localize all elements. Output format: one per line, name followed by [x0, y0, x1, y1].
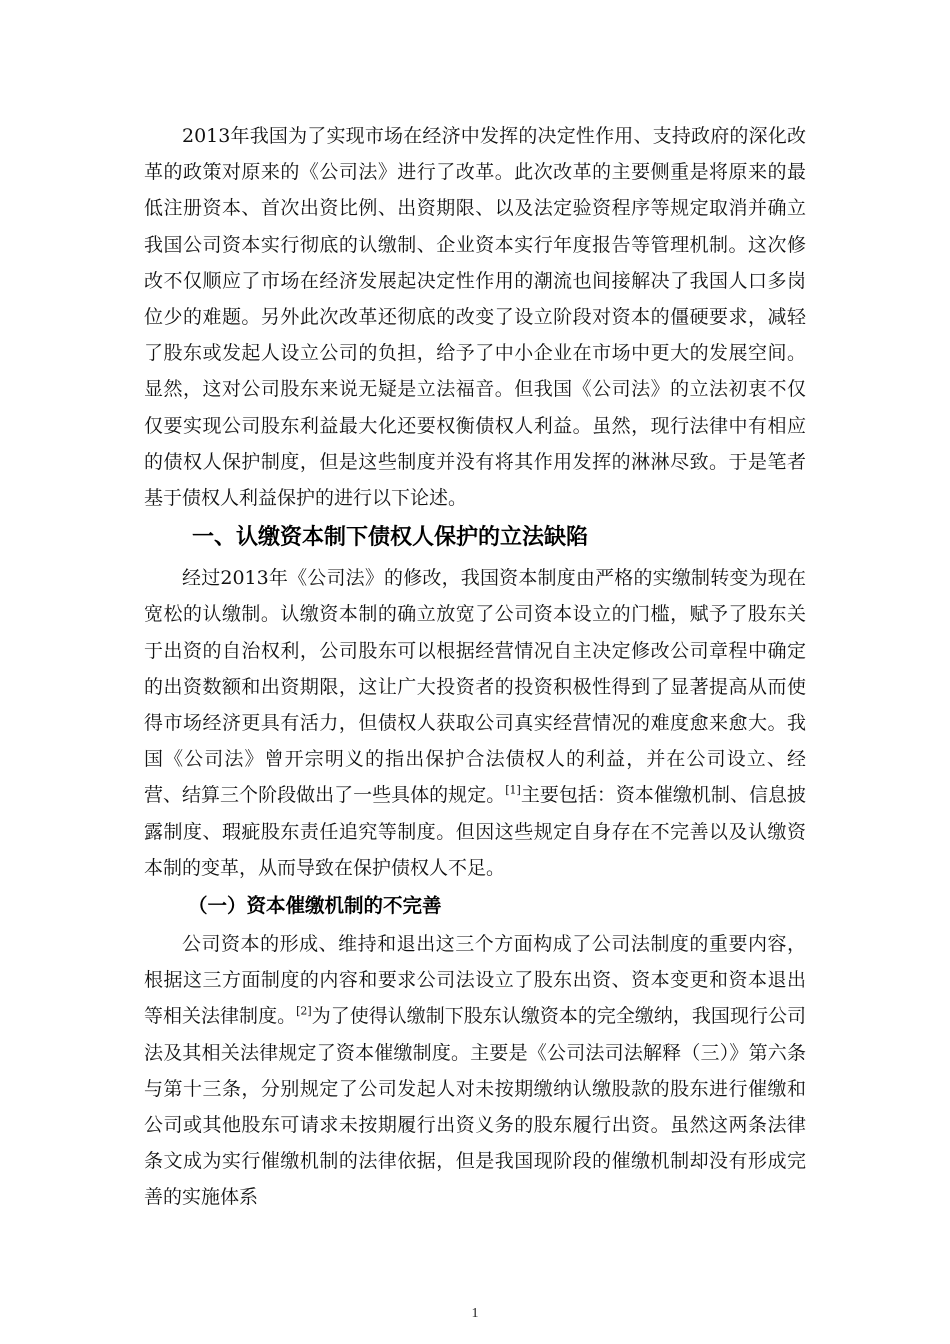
subsection-paragraph: [144, 926, 806, 1216]
intro-paragraph-text: 2013年我国为了实现市场在经济中发挥的决定性作用、支持政府的深化改革的政策对原来的《公司法》进行了改革。此次改革的主要侧重是将原来的最低注册资本、首次出资比例、出资期限、以及法定验资程序等规定取消并确立我国公司资本实行彻底的认缴制、企业资本实行年度报告等管理机制。这次修改不仅顺应了市场在经济发展起决定性作用的潮流也间接解决了我国人口多岗位少的难题。另外此次改革还彻底的改变了设立阶段对资本的僵硬要求，减轻了股东或发起人设立公司的负担，给予了中小企业在市场中更大的发展空间。显然，这对公司股东来说无疑是立法福音。但我国《公司法》的立法初衷不仅仅要实现公司股东利益最大化还要权衡债权人利益。虽然，现行法律中有相应的债权人保护制度，但是这些制度并没有将其作用发挥的淋淋尽致。于是笔者基于债权人利益保护的进行以下论述。: [144, 125, 806, 510]
intro-paragraph: [144, 118, 806, 516]
subsection-heading: （一）资本催缴机制的不完善: [188, 894, 442, 918]
section-paragraph: [144, 560, 806, 886]
citation-mark: [1]: [505, 784, 521, 798]
section-heading: 一、认缴资本制下债权人保护的立法缺陷: [192, 525, 589, 551]
subsection-paragraph-text-part2: 为了使得认缴制下股东认缴资本的完全缴纳，我国现行公司法及其相关法律规定了资本催缴制度。主要是《公司法司法解释（三）》第六条与第十三条，分别规定了公司发起人对未按期缴纳认缴股款的股东进行催缴和公司或其他股东可请求未按期履行出资义务的股东履行出资。虽然这两条法律条文成为实行催缴机制的法律依据，但是我国现阶段的催缴机制却没有形成完善的实施体系: [144, 1005, 806, 1209]
page-number: 1: [471, 1306, 479, 1321]
section-paragraph-text-part1: 经过2013年《公司法》的修改，我国资本制度由严格的实缴制转变为现在宽松的认缴制。认缴资本制的确立放宽了公司资本设立的门槛，赋予了股东关于出资的自治权利，公司股东可以根据经营情况自主决定修改公司章程中确定的出资数额和出资期限，这让广大投资者的投资积极性得到了显著提高从而使得市场经济更具有活力，但债权人获取公司真实经营情况的难度愈来愈大。我国《公司法》曾开宗明义的指出保护合法债权人的利益，并在公司设立、经营、结算三个阶段做出了一些具体的规定。: [144, 567, 806, 807]
citation-mark: [2]: [296, 1005, 312, 1019]
subsection-paragraph-text-part1: 公司资本的形成、维持和退出这三个方面构成了公司法制度的重要内容，根据这三方面制度的内容和要求公司法设立了股东出资、资本变更和资本退出等相关法律制度。: [144, 933, 806, 1028]
document-body: [144, 118, 806, 1216]
section-paragraph-text-part2: 主要包括：资本催缴机制、信息披露制度、瑕疵股东责任追究等制度。但因这些规定自身存在不完善以及认缴资本制的变革，从而导致在保护债权人不足。: [144, 784, 806, 879]
